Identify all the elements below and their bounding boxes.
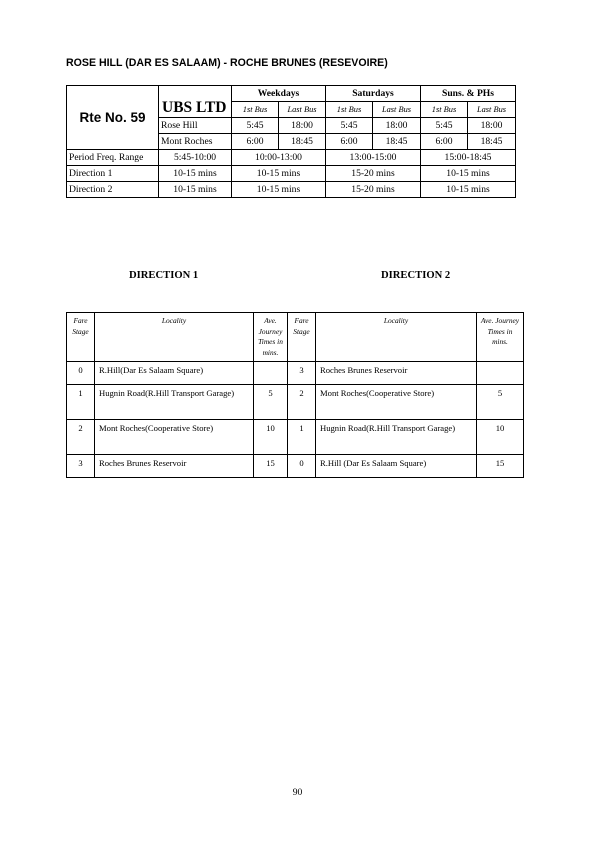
value-cell: 5:45-10:00 [159,150,232,166]
table-row [67,455,524,478]
time-cell: 6:00 [232,134,279,150]
header-fare-stage: Fare Stage [67,313,95,362]
journey-time [477,362,524,385]
table-row [67,420,524,455]
value-cell: 10-15 mins [232,166,326,182]
fare-stage: 1 [67,385,95,420]
locality: Hugnin Road(R.Hill Transport Garage) [95,385,254,420]
journey-time [254,362,288,385]
fare-stage: 1 [288,420,316,455]
journey-time: 5 [477,385,524,420]
day-group-weekdays: Weekdays [232,86,326,102]
fare-stage: 0 [67,362,95,385]
header-locality: Locality [95,313,254,362]
time-cell: 18:00 [279,118,326,134]
value-cell: 15-20 mins [326,182,421,198]
page-number: 90 [292,787,303,798]
table-row [67,385,524,420]
fare-stage: 2 [67,420,95,455]
terminal-name: Rose Hill [159,118,232,134]
time-cell: 18:00 [373,118,421,134]
direction-table [66,312,524,478]
value-cell: 10-15 mins [232,182,326,198]
terminal-name: Mont Roches [159,134,232,150]
col-last-bus: Last Bus [279,102,326,118]
locality: Mont Roches(Cooperative Store) [95,420,254,455]
time-cell: 18:45 [279,134,326,150]
frequency-row [67,182,516,198]
value-cell: 10-15 mins [421,166,516,182]
locality: R.Hill(Dar Es Salaam Square) [95,362,254,385]
operator-name: UBS LTD [159,86,232,118]
direction-1-heading: DIRECTION 1 [129,270,199,281]
value-cell: 15-20 mins [326,166,421,182]
journey-time: 10 [477,420,524,455]
time-cell: 5:45 [421,118,468,134]
value-cell: 10-15 mins [159,182,232,198]
time-cell: 18:45 [373,134,421,150]
day-group-sundays: Suns. & PHs [421,86,516,102]
header-journey-time: Ave. Journey Times in mins. [477,313,524,362]
day-group-saturdays: Saturdays [326,86,421,102]
fare-stage: 2 [288,385,316,420]
direction-2-heading: DIRECTION 2 [381,270,451,281]
time-cell: 18:00 [468,118,516,134]
locality: Hugnin Road(R.Hill Transport Garage) [316,420,477,455]
header-journey-time: Ave. Journey Times in mins. [254,313,288,362]
fare-stage: 3 [288,362,316,385]
col-first-bus: 1st Bus [232,102,279,118]
journey-time: 15 [477,455,524,478]
locality: Roches Brunes Reservoir [316,362,477,385]
route-number: Rte No. 59 [67,86,159,150]
header-fare-stage: Fare Stage [288,313,316,362]
row-label: Direction 1 [67,166,159,182]
schedule-table [66,85,516,198]
col-last-bus: Last Bus [468,102,516,118]
value-cell: 10-15 mins [159,166,232,182]
time-cell: 6:00 [326,134,373,150]
col-first-bus: 1st Bus [421,102,468,118]
col-first-bus: 1st Bus [326,102,373,118]
row-label: Direction 2 [67,182,159,198]
header-locality: Locality [316,313,477,362]
fare-stage: 0 [288,455,316,478]
locality: Roches Brunes Reservoir [95,455,254,478]
value-cell: 15:00-18:45 [421,150,516,166]
frequency-row [67,166,516,182]
time-cell: 18:45 [468,134,516,150]
table-row [67,362,524,385]
page-title: ROSE HILL (DAR ES SALAAM) - ROCHE BRUNES (RESEVOIRE) [66,57,388,69]
fare-stage: 3 [67,455,95,478]
journey-time: 5 [254,385,288,420]
locality: Mont Roches(Cooperative Store) [316,385,477,420]
col-last-bus: Last Bus [373,102,421,118]
row-label: Period Freq. Range [67,150,159,166]
time-cell: 5:45 [232,118,279,134]
locality: R.Hill (Dar Es Salaam Square) [316,455,477,478]
time-cell: 6:00 [421,134,468,150]
value-cell: 13:00-15:00 [326,150,421,166]
journey-time: 15 [254,455,288,478]
value-cell: 10-15 mins [421,182,516,198]
frequency-row [67,150,516,166]
journey-time: 10 [254,420,288,455]
value-cell: 10:00-13:00 [232,150,326,166]
time-cell: 5:45 [326,118,373,134]
